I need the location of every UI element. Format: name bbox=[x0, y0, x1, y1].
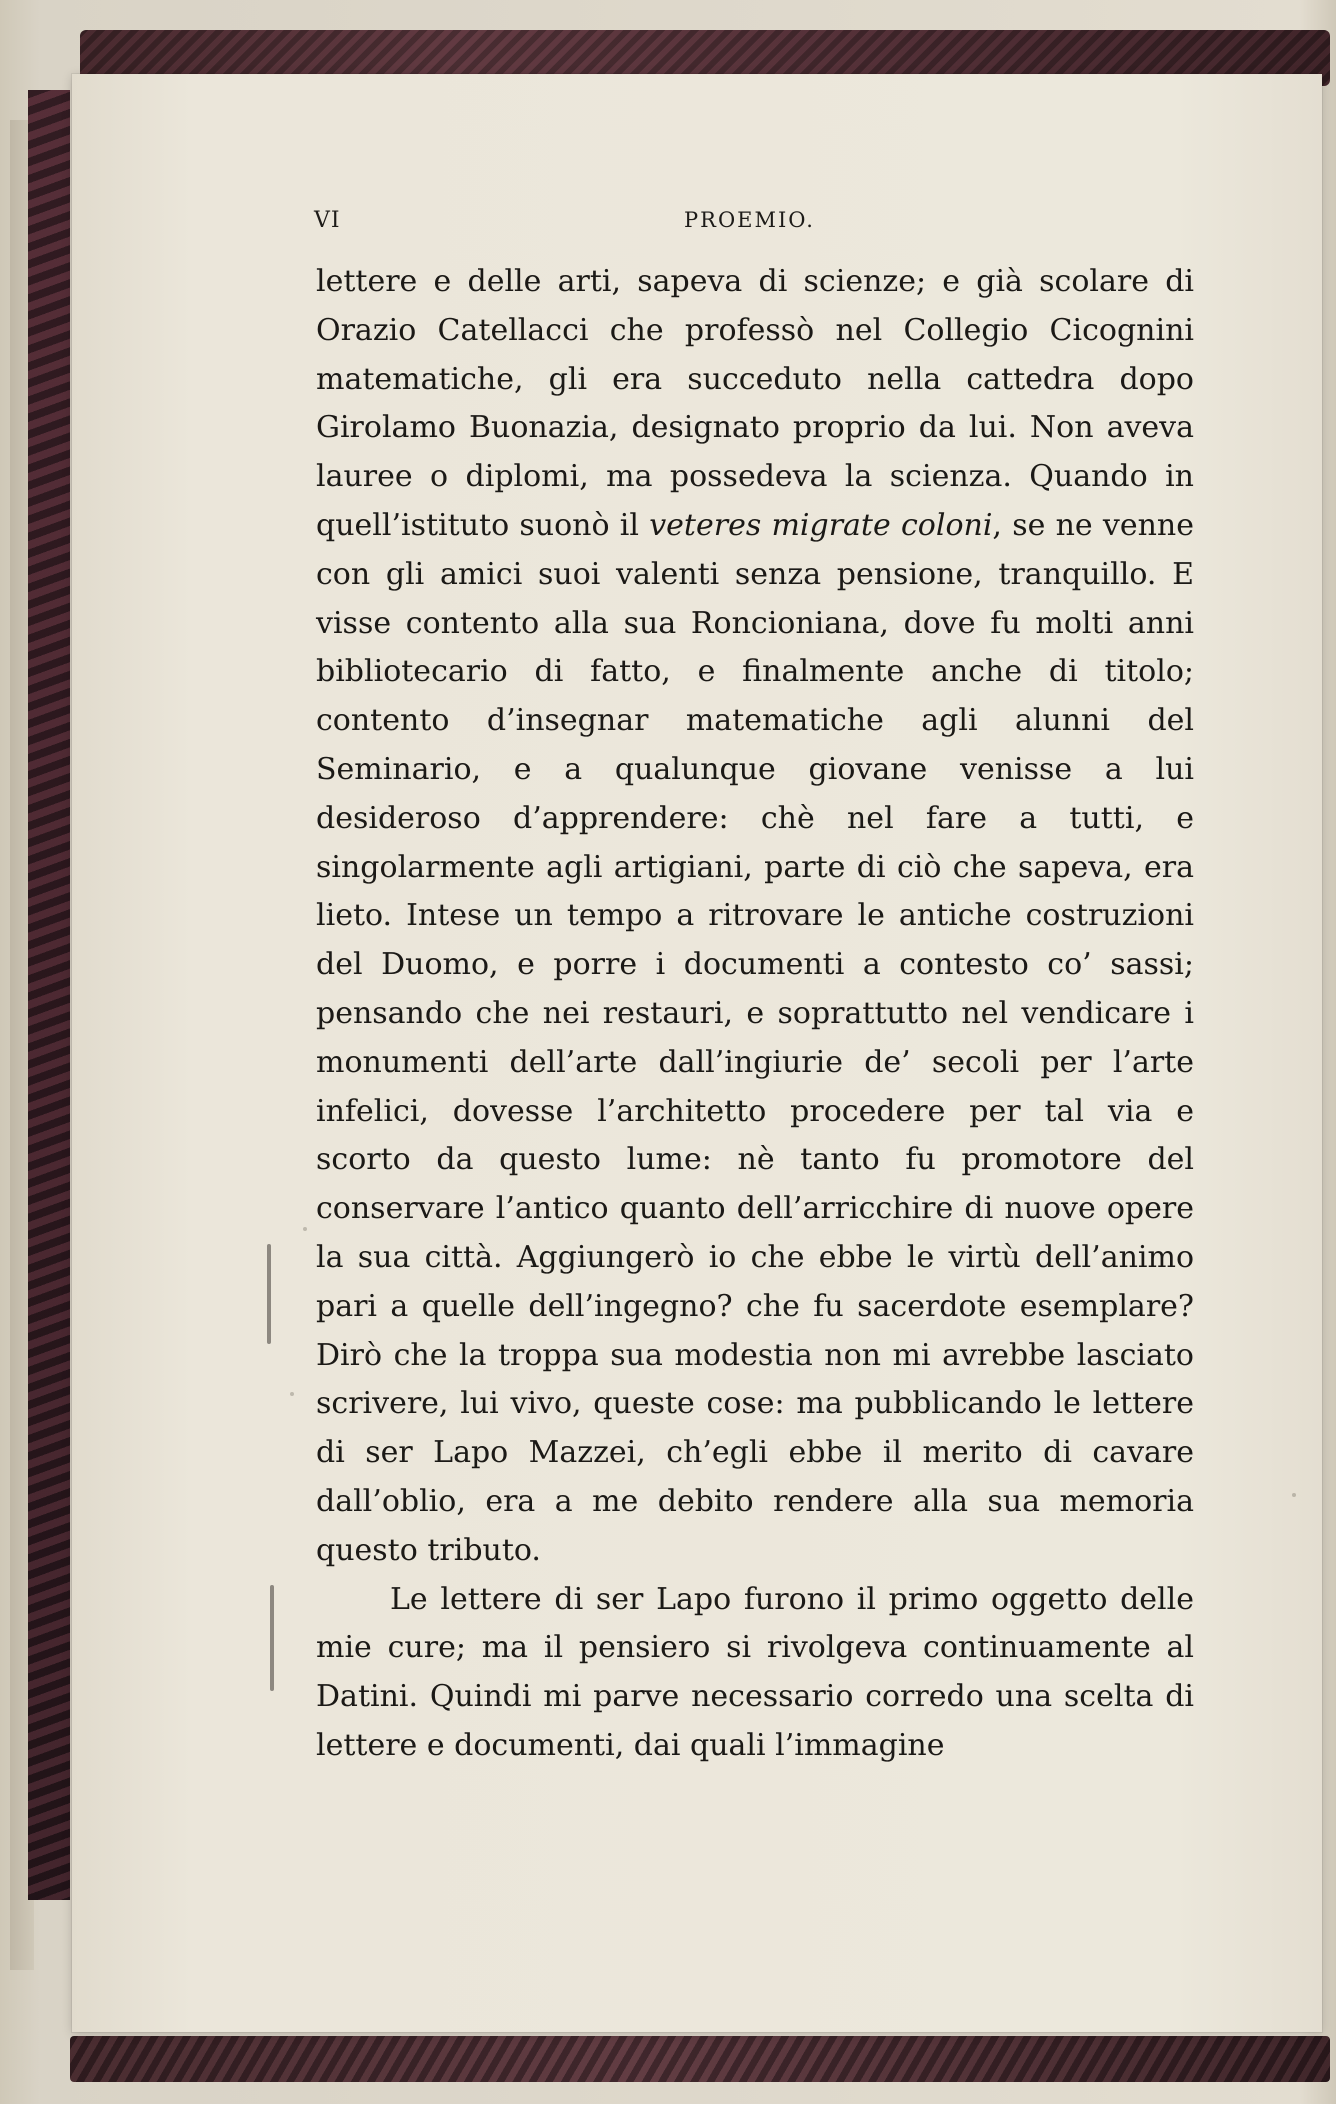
paper-speck bbox=[1292, 1493, 1296, 1497]
margin-pencil-mark bbox=[270, 1585, 274, 1691]
paragraph-2: Le lettere di ser Lapo furono il primo oggetto delle mie cure; ma il pensiero si rivolgeva continuamente al Datini. Quindi mi parve necessario corredo una scelta di lettere e documenti, dai quali l’immagine bbox=[316, 1581, 1194, 1763]
paper-speck bbox=[290, 1392, 294, 1396]
paragraph-1-part-a: lettere e delle arti, sapeva di scienze; e già scolare di Orazio Catellacci che professò nel Collegio Cicognini matematiche, gli era succeduto nella cattedra dopo Girolamo Buonazia, designato proprio da lui. Non aveva lauree o diplomi, ma possedeva la scienza. Quando in quell’istituto suonò il bbox=[316, 264, 1194, 543]
paper-speck bbox=[303, 1227, 307, 1231]
marbled-cover-left bbox=[28, 90, 70, 1900]
body-text bbox=[316, 258, 1194, 1771]
marbled-cover-bottom bbox=[70, 2036, 1330, 2082]
paragraph-1-italic-quote: veteres migrate coloni bbox=[649, 507, 993, 543]
running-head: PROEMIO. bbox=[684, 208, 815, 232]
paragraph-1-part-b: , se ne venne con gli amici suoi valenti senza pensione, tranquillo. E visse contento alla sua Roncioniana, dove fu molti anni bibliotecario di fatto, e finalmente anche di titolo; contento d’insegnar matematiche agli alunni del Seminario, e a qualunque giovane venisse a lui desideroso d’apprendere: chè nel fare a tutti, e singolarmente agli artigiani, parte di ciò che sapeva, era lieto. Intese un tempo a ritrovare le antiche costruzioni del Duomo, e porre i documenti a contesto co’ sassi; pensando che nei restauri, e soprattutto nel vendicare i monumenti dell’arte dall’ingiurie de’ secoli per l’arte infelici, dovesse l’architetto procedere per tal via e scorto da questo lume: nè tanto fu promotore del conservare l’antico quanto dell’arricchire di nuove opere la sua città. Aggiungerò io che ebbe le virtù dell’animo pari a quelle dell’ingegno? che fu sacerdote esemplare? Dirò che la troppa sua modestia non mi avrebbe lasciato scrivere, lui vivo, queste cose: ma pubblicando le lettere di ser Lapo Mazzei, ch’egli ebbe il merito di cavare dall’oblio, era a me debito rendere alla sua memoria questo tributo. bbox=[316, 507, 1194, 1568]
margin-pencil-mark bbox=[267, 1244, 271, 1344]
page-number: VI bbox=[314, 208, 341, 233]
page-header bbox=[314, 208, 1194, 242]
paragraph-1 bbox=[316, 258, 1194, 1576]
